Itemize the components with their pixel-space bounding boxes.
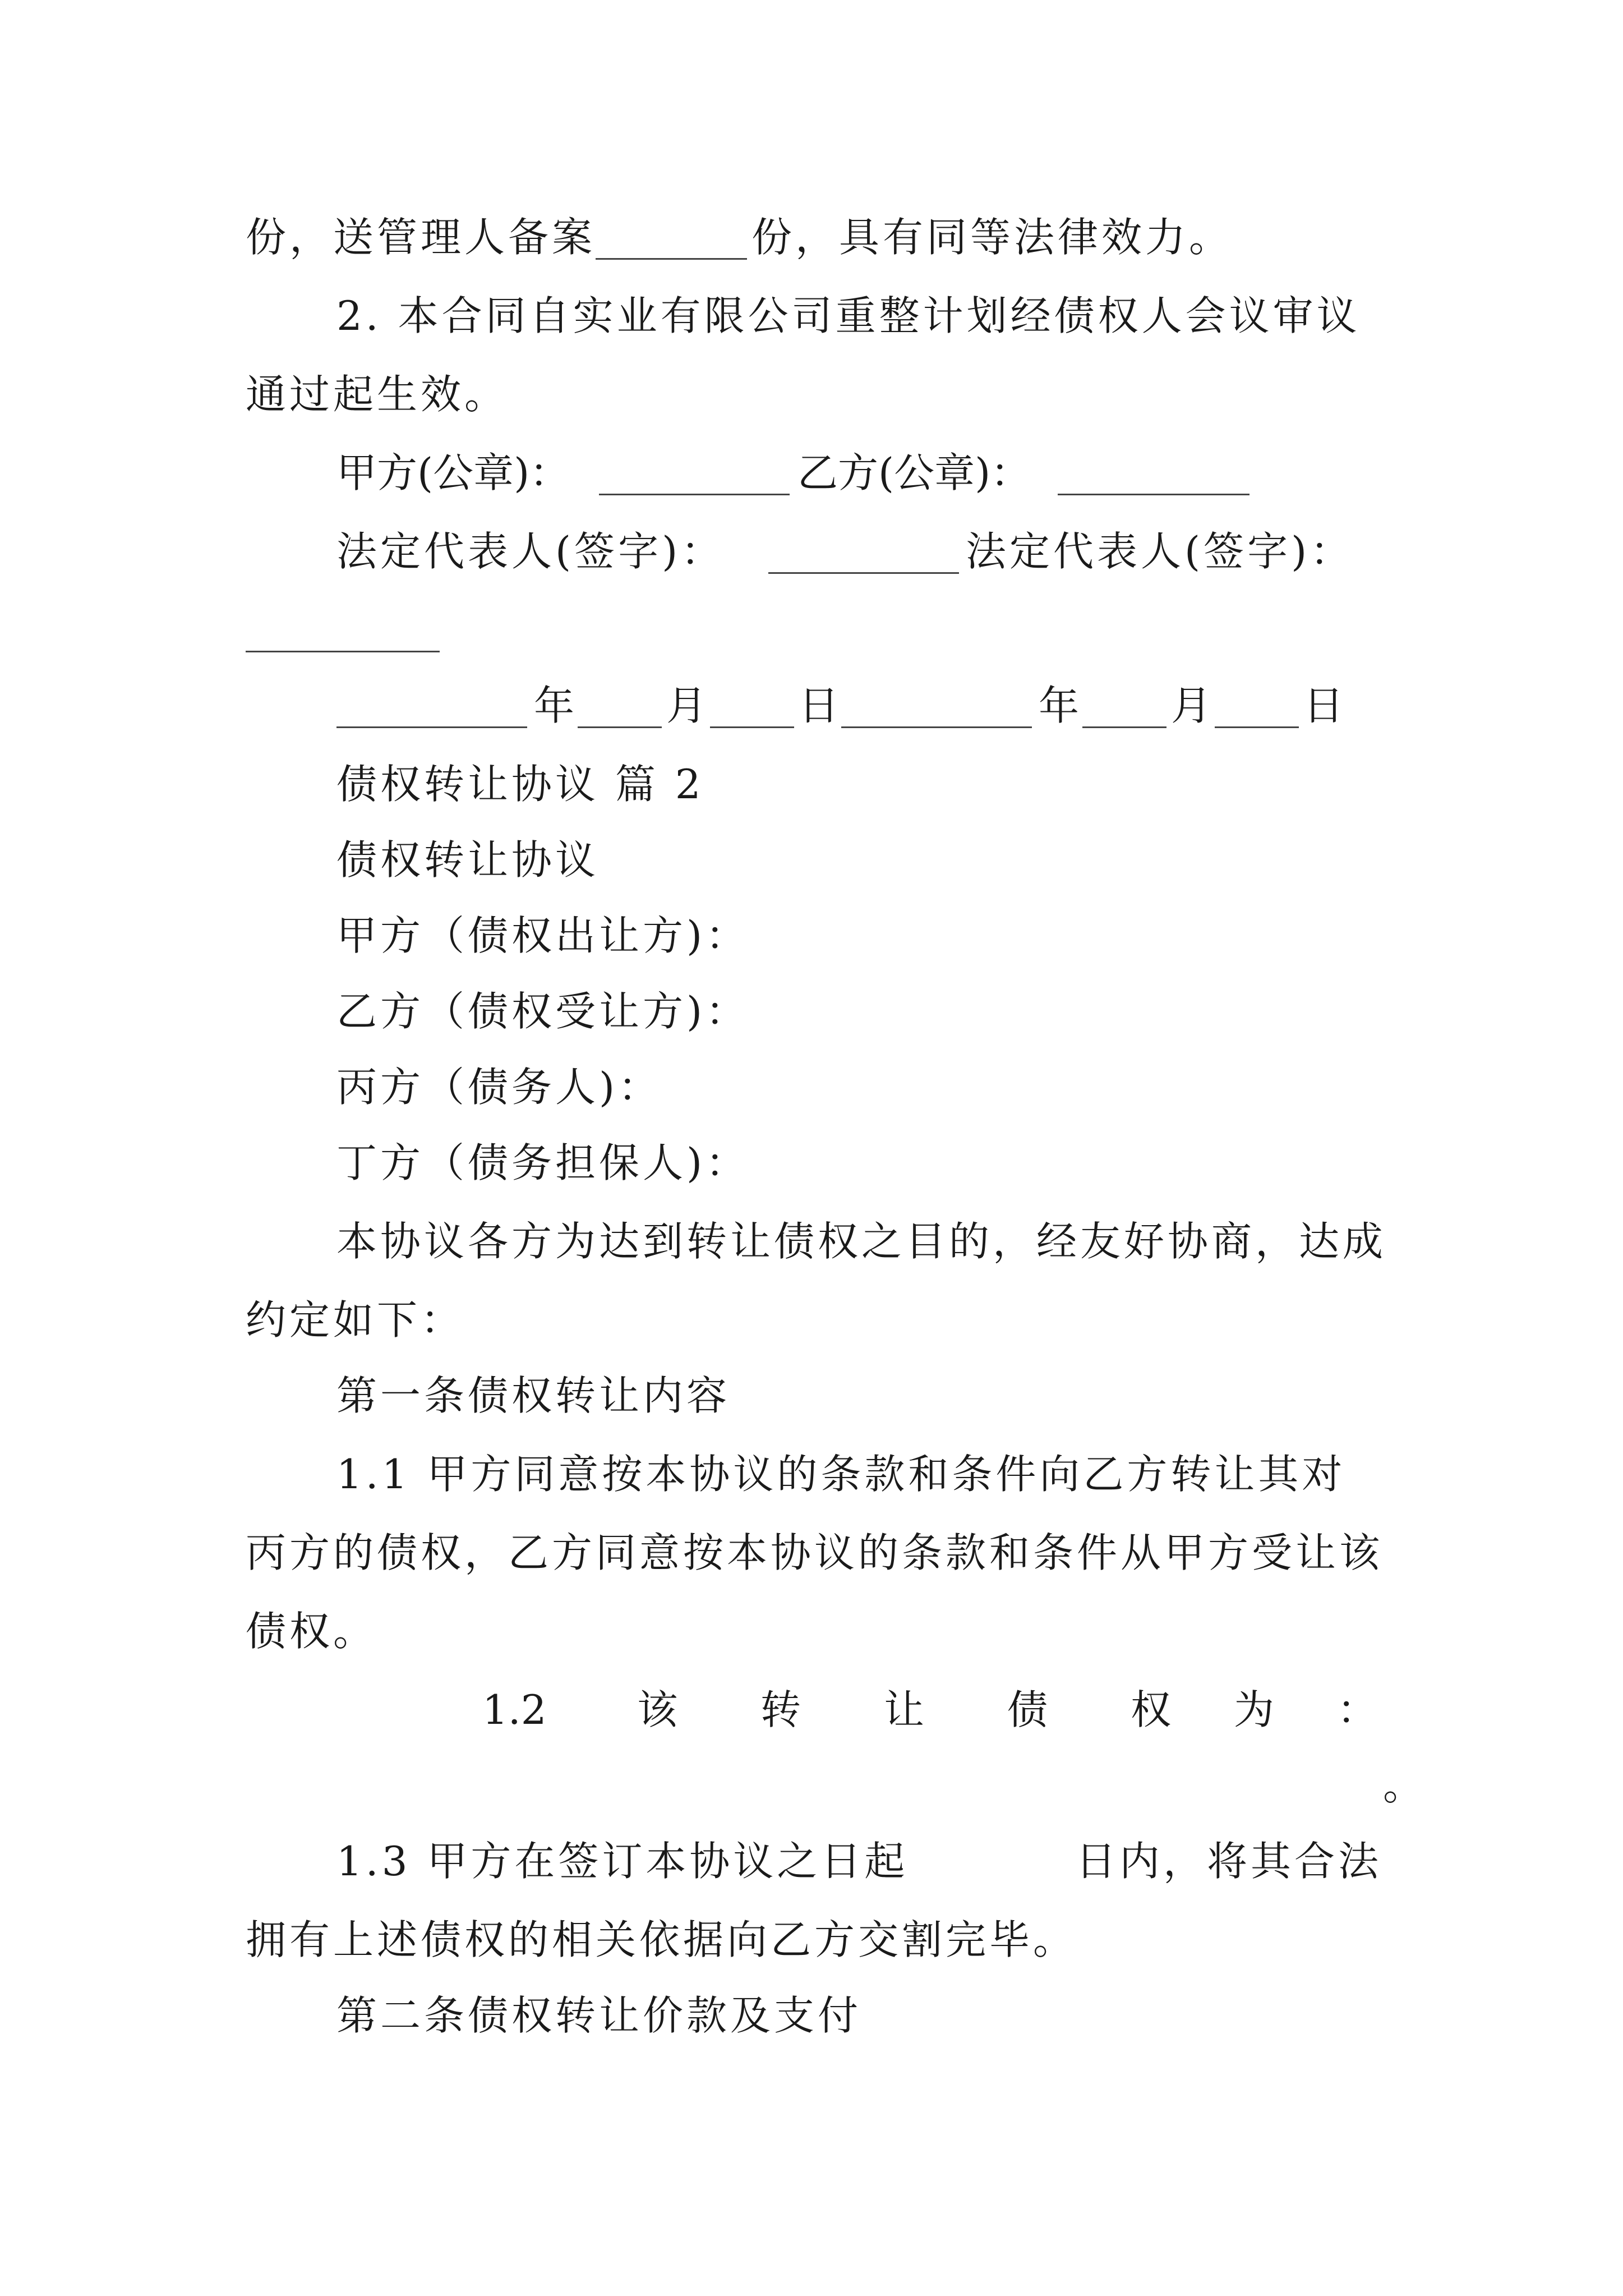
party-a-month-label: 月 — [666, 682, 707, 729]
line-intro — [0, 1211, 1623, 1272]
line-article-1 — [0, 1365, 1623, 1427]
line-intro-cont — [0, 1289, 1623, 1351]
effect-clause-text: 2. 本合同自实业有限公司重整计划经债权人会议审议 — [336, 292, 1361, 339]
line-seals — [0, 442, 1623, 504]
line-clause-1-3 — [0, 1830, 1623, 1892]
party-b-rep-blank — [246, 599, 440, 652]
party-b-rep-label: 法定代表人(签字)： — [966, 528, 1354, 575]
party-b-year-label: 年 — [1039, 682, 1080, 729]
party-a-year-blank — [336, 675, 527, 728]
party-a-rep-label: 法定代表人(签字)： — [336, 528, 725, 575]
line-clause-1-1-end — [0, 1600, 1623, 1662]
party-d-label: 丁方（债务担保人)： — [336, 1139, 750, 1186]
clause-1-1-text: 1.1 甲方同意按本协议的条款和条件向乙方转让其对 — [336, 1451, 1346, 1498]
line-clause-1-1-cont — [0, 1522, 1623, 1584]
line-copies — [0, 206, 1623, 268]
copies-text-start: 份，送管理人备案 — [246, 214, 596, 261]
party-b-day-label: 日 — [1303, 682, 1344, 729]
line-clause-1-2-end — [0, 1755, 1623, 1816]
party-a-day-blank — [710, 675, 794, 728]
clause-1-2-period: 。 — [1383, 1762, 1424, 1809]
line-article-2 — [0, 1985, 1623, 2046]
line-party-c — [0, 1056, 1623, 1118]
clause-1-1-text-cont: 丙方的债权，乙方同意按本协议的条款和条件从甲方受让该 — [246, 1529, 1384, 1576]
party-b-label: 乙方（债权受让方)： — [336, 988, 750, 1035]
clause-1-3-text-end: 日内，将其合法 — [1076, 1838, 1382, 1885]
copies-blank — [596, 206, 747, 260]
clause-1-1-text-end: 债权。 — [246, 1608, 377, 1655]
party-b-month-label: 月 — [1171, 682, 1212, 729]
clause-1-2-number: 1.2 — [482, 1686, 547, 1733]
party-b-year-blank — [841, 675, 1032, 728]
party-b-month-blank — [1082, 675, 1166, 728]
part2-heading: 债权转让协议 篇 2 — [336, 761, 704, 808]
line-clause-1-2 — [0, 1679, 1623, 1741]
copies-text-end: 份，具有同等法律效力。 — [751, 214, 1233, 261]
party-b-seal-label: 乙方(公章)： — [797, 449, 1031, 496]
party-b-seal-blank — [1058, 442, 1249, 495]
intro-text-cont: 约定如下： — [246, 1296, 465, 1343]
clause-1-3-text-cont: 拥有上述债权的相关依据向乙方交割完毕。 — [246, 1916, 1077, 1963]
party-b-day-blank — [1215, 675, 1299, 728]
clause-1-2-char: 该 — [637, 1686, 678, 1733]
party-a-label: 甲方（债权出让方)： — [336, 912, 750, 959]
party-a-month-blank — [578, 675, 662, 728]
line-party-b — [0, 981, 1623, 1042]
line-effect-clause-cont — [0, 364, 1623, 425]
effect-clause-cont-text: 通过起生效。 — [246, 371, 509, 418]
line-party-a — [0, 905, 1623, 967]
line-clause-1-1 — [0, 1443, 1623, 1505]
article-1-heading: 第一条债权转让内容 — [336, 1372, 731, 1419]
line-party-d — [0, 1132, 1623, 1194]
line-dates — [0, 675, 1623, 737]
party-a-year-label: 年 — [534, 682, 575, 729]
line-clause-1-3-cont — [0, 1909, 1623, 1971]
party-c-label: 丙方（债务人)： — [336, 1064, 662, 1111]
clause-1-2-char: 转 — [760, 1686, 801, 1733]
party-a-seal-blank — [599, 442, 790, 495]
clause-1-2-char: 为 — [1234, 1686, 1275, 1733]
line-representatives — [0, 521, 1623, 582]
party-a-seal-label: 甲方(公章)： — [336, 449, 570, 496]
party-a-rep-blank — [768, 521, 959, 574]
line-part2-heading — [0, 753, 1623, 815]
line-effect-clause — [0, 285, 1623, 347]
intro-text: 本协议各方为达到转让债权之目的，经友好协商，达成 — [336, 1218, 1387, 1265]
clause-1-2-char: 债 — [1007, 1686, 1048, 1733]
clause-1-2-char: ： — [1337, 1686, 1378, 1733]
agreement-title: 债权转让协议 — [336, 836, 600, 884]
party-a-day-label: 日 — [799, 682, 840, 729]
clause-1-2-char: 让 — [884, 1686, 925, 1733]
clause-1-3-text-start: 1.3 甲方在签订本协议之日起 — [336, 1838, 909, 1885]
line-title — [0, 829, 1623, 891]
clause-1-2-char: 权 — [1131, 1686, 1172, 1733]
line-party-b-rep-blank — [0, 599, 1623, 661]
article-2-heading: 第二条债权转让价款及支付 — [336, 1992, 862, 2039]
